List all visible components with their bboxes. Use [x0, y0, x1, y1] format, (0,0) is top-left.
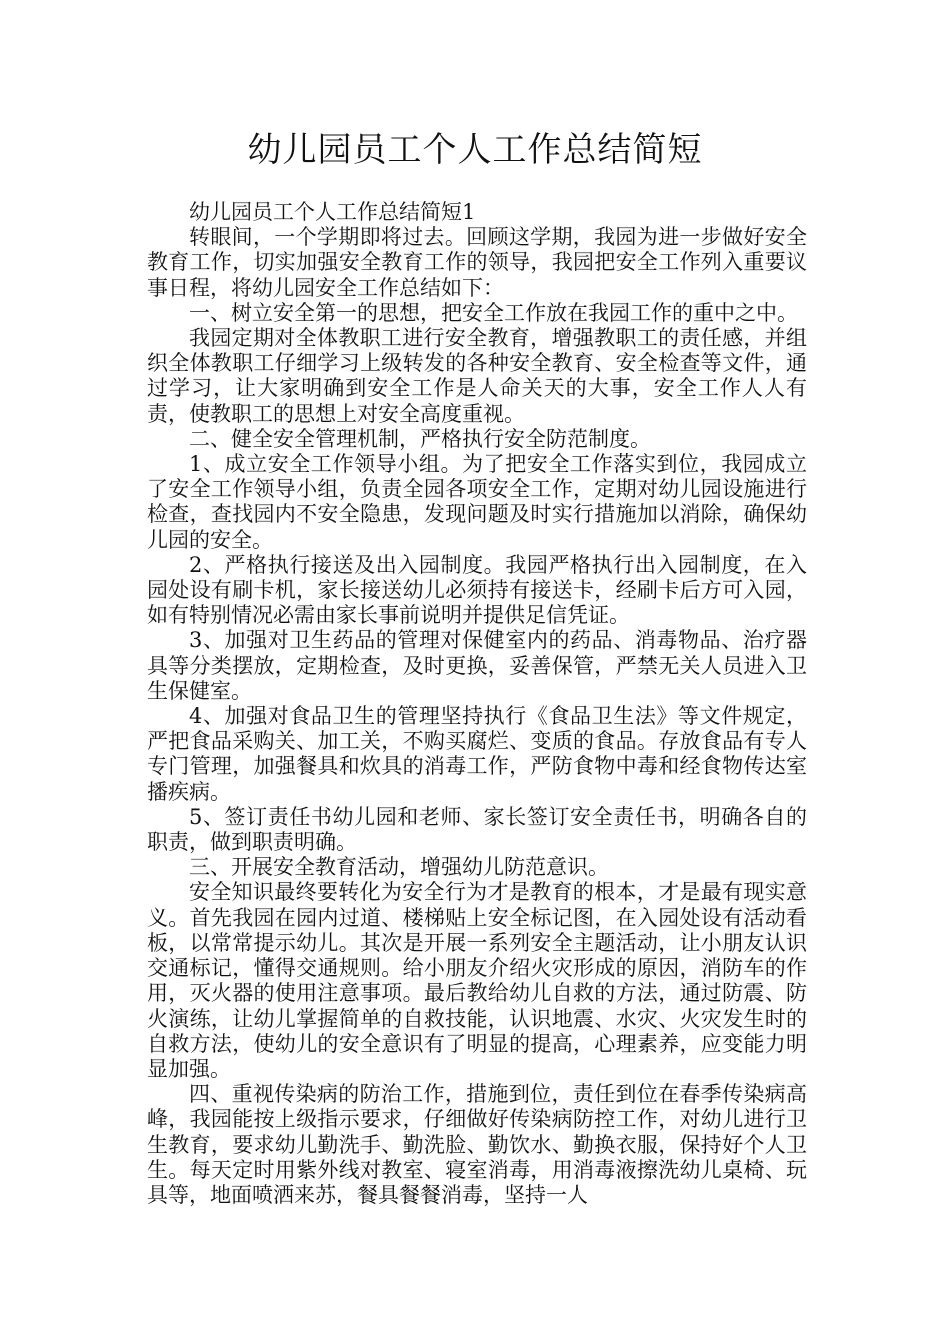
paragraph: 2、严格执行接送及出入园制度。我园严格执行出入园制度，在入园处设有刷卡机，家长接送幼儿必须持有接送卡，经刷卡后方可入园，如有特别情况必需由家长事前说明并提供足信凭证。 — [147, 552, 807, 628]
paragraph: 安全知识最终要转化为安全行为才是教育的根本，才是最有现实意义。首先我园在园内过道、楼梯贴上安全标记图，在入园处设有活动看板，以常常提示幼儿。其次是开展一系列安全主题活动，让小朋友认识交通标记，懂得交通规则。给小朋友介绍火灾形成的原因，消防车的作用，灭火器的使用注意事项。最后教给幼儿自救的方法，通过防震、防火演练，让幼儿掌握简单的自救技能，认识地震、水灾、火灾发生时的自救方法，使幼儿的安全意识有了明显的提高，心理素养，应变能力明显加强。 — [147, 880, 807, 1081]
paragraph: 3、加强对卫生药品的管理对保健室内的药品、消毒物品、治疗器具等分类摆放，定期检查，及时更换，妥善保管，严禁无关人员进入卫生保健室。 — [147, 628, 807, 703]
section-heading: 一、树立安全第一的思想，把安全工作放在我园工作的重中之中。 — [189, 300, 798, 325]
paragraph: 1、成立安全工作领导小组。为了把安全工作落实到位，我园成立了安全工作领导小组，负责全园各项安全工作，定期对幼儿园设施进行检查，查找园内不安全隐患，发现问题及时实行措施加以消除，确保幼儿园的安全。 — [147, 452, 807, 552]
paragraph: 转眼间，一个学期即将过去。回顾这学期，我园为进一步做好安全教育工作，切实加强安全教育工作的领导，我园把安全工作列入重要议事日程，将幼儿园安全工作总结如下： — [147, 225, 807, 300]
section-heading: 二、健全安全管理机制，严格执行安全防范制度。 — [189, 426, 651, 451]
paragraph: 4、加强对食品卫生的管理坚持执行《食品卫生法》等文件规定，严把食品采购关、加工关，不购买腐烂、变质的食品。存放食品有专人专门管理，加强餐具和炊具的消毒工作，严防食物中毒和经食物传达室播疾病。 — [147, 704, 807, 804]
subtitle-paragraph: 幼儿园员工个人工作总结简短1 — [189, 200, 476, 224]
section-heading: 三、开展安全教育活动，增强幼儿防范意识。 — [189, 855, 609, 880]
page-title: 幼儿园员工个人工作总结简短 — [247, 130, 703, 170]
document-body — [147, 200, 807, 1208]
paragraph: 四、重视传染病的防治工作，措施到位，责任到位在春季传染病高峰，我园能按上级指示要求，仔细做好传染病防控工作，对幼儿进行卫生教育，要求幼儿勤洗手、勤洗脸、勤饮水、勤换衣服，保持好个人卫生。每天定时用紫外线对教室、寝室消毒，用消毒液擦洗幼儿桌椅、玩具等，地面喷洒来苏，餐具餐餐消毒，坚持一人 — [147, 1082, 807, 1207]
paragraph: 5、签订责任书幼儿园和老师、家长签订安全责任书，明确各自的职责，做到职责明确。 — [147, 804, 807, 855]
paragraph: 我园定期对全体教职工进行安全教育，增强教职工的责任感，并组织全体教职工仔细学习上级转发的各种安全教育、安全检查等文件，通过学习，让大家明确到安全工作是人命关天的大事，安全工作人人有责，使教职工的思想上对安全高度重视。 — [147, 326, 807, 426]
